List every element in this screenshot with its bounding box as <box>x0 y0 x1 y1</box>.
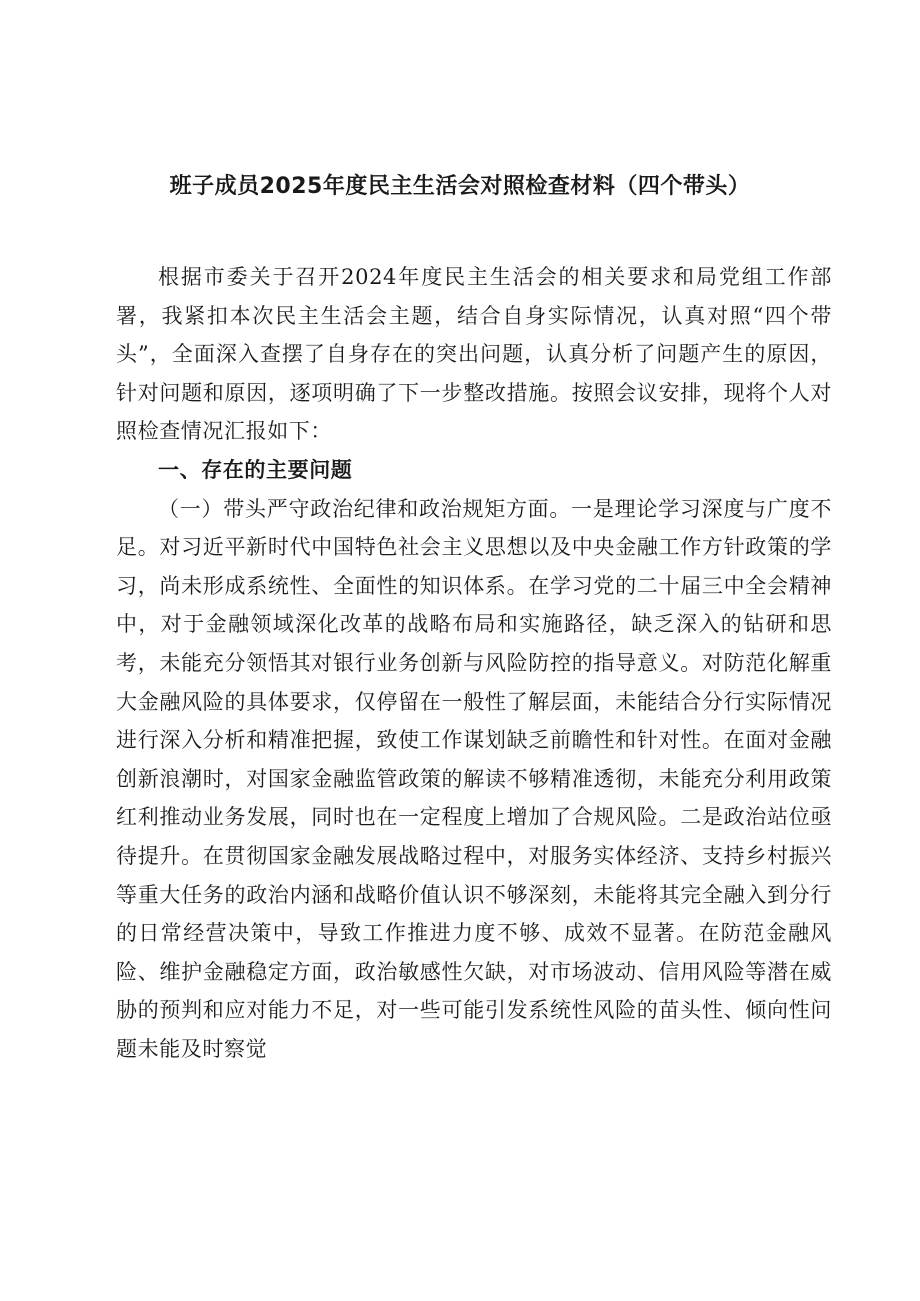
section-paragraph: （一）带头严守政治纪律和政治规矩方面。一是理论学习深度与广度不足。对习近平新时代中国特色社会主义思想以及中央金融工作方针政策的学习，尚未形成系统性、全面性的知识体系。在学习党的二十届三中全会精神中，对于金融领域深化改革的战略布局和实施路径，缺乏深入的钻研和思考，未能充分领悟其对银行业务创新与风险防控的指导意义。对防范化解重大金融风险的具体要求，仅停留在一般性了解层面，未能结合分行实际情况进行深入分析和精准把握，致使工作谋划缺乏前瞻性和针对性。在面对金融创新浪潮时，对国家金融监管政策的解读不够精准透彻，未能充分利用政策红利推动业务发展，同时也在一定程度上增加了合规风险。二是政治站位亟待提升。在贯彻国家金融发展战略过程中，对服务实体经济、支持乡村振兴等重大任务的政治内涵和战略价值认识不够深刻，未能将其完全融入到分行的日常经营决策中，导致工作推进力度不够、成效不显著。在防范金融风险、维护金融稳定方面，政治敏感性欠缺，对市场波动、信用风险等潜在威胁的预判和应对能力不足，对一些可能引发系统性风险的苗头性、倾向性问题未能及时察觉 <box>116 496 832 1061</box>
document-title: 班子成员2025年度民主生活会对照检查材料（四个带头） <box>169 174 751 199</box>
document-body <box>116 258 832 1068</box>
section-heading: 一、存在的主要问题 <box>158 457 353 482</box>
intro-paragraph: 根据市委关于召开2024年度民主生活会的相关要求和局党组工作部署，我紧扣本次民主生活会主题，结合自身实际情况，认真对照“四个带头”，全面深入查摆了自身存在的突出问题，认真分析了问题产生的原因，针对问题和原因，逐项明确了下一步整改措施。按照会议安排，现将个人对照检查情况汇报如下： <box>116 265 832 444</box>
